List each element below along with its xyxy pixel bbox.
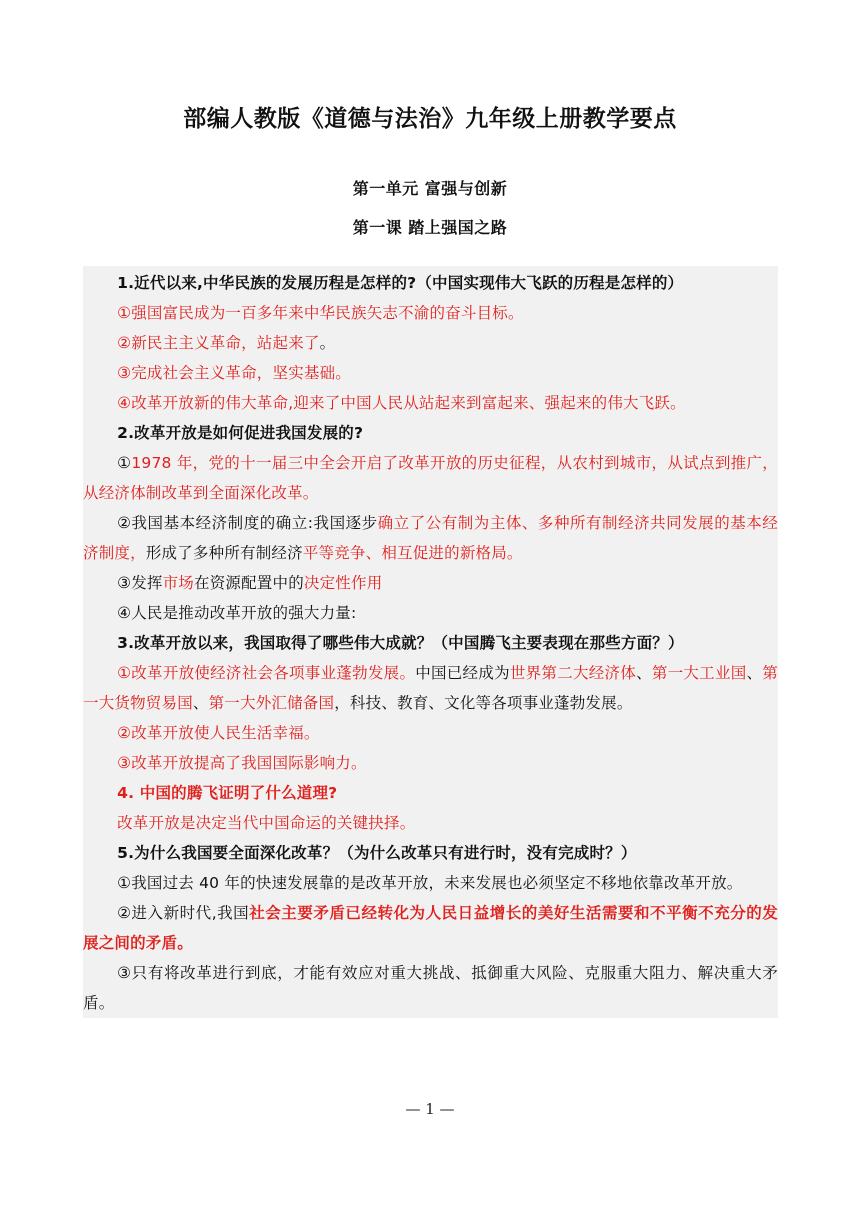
answer-3-1-highlight-1: ①改革开放使经济社会各项事业蓬勃发展。	[117, 664, 416, 682]
answer-1-3: ③完成社会主义革命，坚实基础。	[117, 364, 351, 382]
answer-1-2-highlight: ②新民主主义革命，站起来了	[117, 334, 320, 352]
answer-3-2: ②改革开放使人民生活幸福。	[117, 724, 320, 742]
answer-2-4: ④人民是推动改革开放的强大力量:	[117, 604, 357, 622]
answer-2-2-highlight-2: 平等竞争、相互促进的新格局。	[302, 544, 523, 562]
answer-3-1-end: ，科技、教育、文化等各项事业蓬勃发展。	[334, 694, 633, 712]
answer-3-1-sep-1: 、	[636, 664, 652, 682]
question-4: 4. 中国的腾飞证明了什么道理?	[117, 784, 338, 802]
answer-5-2-start: ②进入新时代,我国	[117, 904, 250, 922]
lesson-heading: 第一课 踏上强国之路	[352, 218, 508, 237]
answer-1-4: ④改革开放新的伟大革命,迎来了中国人民从站起来到富起来、强起来的伟大飞跃。	[117, 394, 686, 412]
answer-5-2-highlight: 社会主要矛盾已经转化为人民日益增长的美好生活需要和不平衡不充分的发展之间的矛盾。	[83, 904, 778, 952]
question-1: 1.近代以来,中华民族的发展历程是怎样的?（中国实现伟大飞跃的历程是怎样的）	[117, 274, 684, 292]
answer-2-3-highlight-1: 市场	[162, 574, 194, 592]
answer-2-3-start: ③发挥	[117, 574, 163, 592]
question-3: 3.改革开放以来，我国取得了哪些伟大成就？（中国腾飞主要表现在那些方面？）	[117, 634, 684, 652]
answer-3-1-mid: 中国已经成为	[415, 664, 510, 682]
content-block	[83, 266, 778, 1018]
question-2: 2.改革开放是如何促进我国发展的?	[117, 424, 364, 442]
answer-3-1-highlight-2: 世界第二大经济体	[509, 664, 637, 682]
answer-1-2-end: 。	[319, 334, 336, 352]
answer-5-2	[83, 898, 778, 958]
answer-2-2	[83, 508, 778, 568]
document-title: 部编人教版《道德与法治》九年级上册教学要点	[183, 106, 677, 132]
answer-1-2	[83, 328, 778, 358]
answer-2-2-start: ②我国基本经济制度的确立:我国逐步	[117, 514, 378, 532]
answer-5-1: ①我国过去 40 年的快速发展靠的是改革开放，未来发展也必须坚定不移地依靠改革开放。	[117, 874, 743, 892]
answer-3-1-highlight-5: 第一大外汇储备国	[208, 694, 335, 712]
unit-heading: 第一单元 富强与创新	[352, 179, 508, 198]
answer-2-1-text: 1978 年，党的十一届三中全会开启了改革开放的历史征程，从农村到城市，从试点到推广，从经济体制改革到全面深化改革。	[83, 454, 778, 502]
answer-2-2-highlight-1: 确立了公有制为主体、多种所有制经济共同发展的基本经济制度，	[83, 514, 778, 562]
answer-2-1	[83, 448, 778, 508]
answer-3-1	[83, 658, 778, 718]
answer-2-1-mark: ①	[117, 454, 132, 472]
answer-2-2-mid: 形成了多种所有制经济	[145, 544, 303, 562]
page-number: — 1 —	[405, 1100, 455, 1118]
answer-3-1-sep-3: 、	[192, 694, 209, 712]
answer-2-3-highlight-2: 决定性作用	[303, 574, 383, 592]
answer-5-3: ③只有将改革进行到底，才能有效应对重大挑战、抵御重大风险、克服重大阻力、解决重大矛盾。	[83, 964, 778, 1012]
answer-3-3: ③改革开放提高了我国国际影响力。	[117, 754, 367, 772]
question-5: 5.为什么我国要全面深化改革？（为什么改革只有进行时，没有完成时？）	[117, 844, 637, 862]
answer-2-3-mid: 在资源配置中的	[194, 574, 304, 592]
answer-3-1-highlight-4: 第一大货物贸易国	[83, 664, 778, 712]
answer-1-1: ①强国富民成为一百多年来中华民族矢志不渝的奋斗目标。	[117, 304, 524, 322]
answer-3-1-highlight-3: 第一大工业国	[651, 664, 747, 682]
answer-4: 改革开放是决定当代中国命运的关键抉择。	[117, 814, 416, 832]
answer-2-3	[83, 568, 778, 598]
answer-3-1-sep-2: 、	[746, 664, 763, 682]
